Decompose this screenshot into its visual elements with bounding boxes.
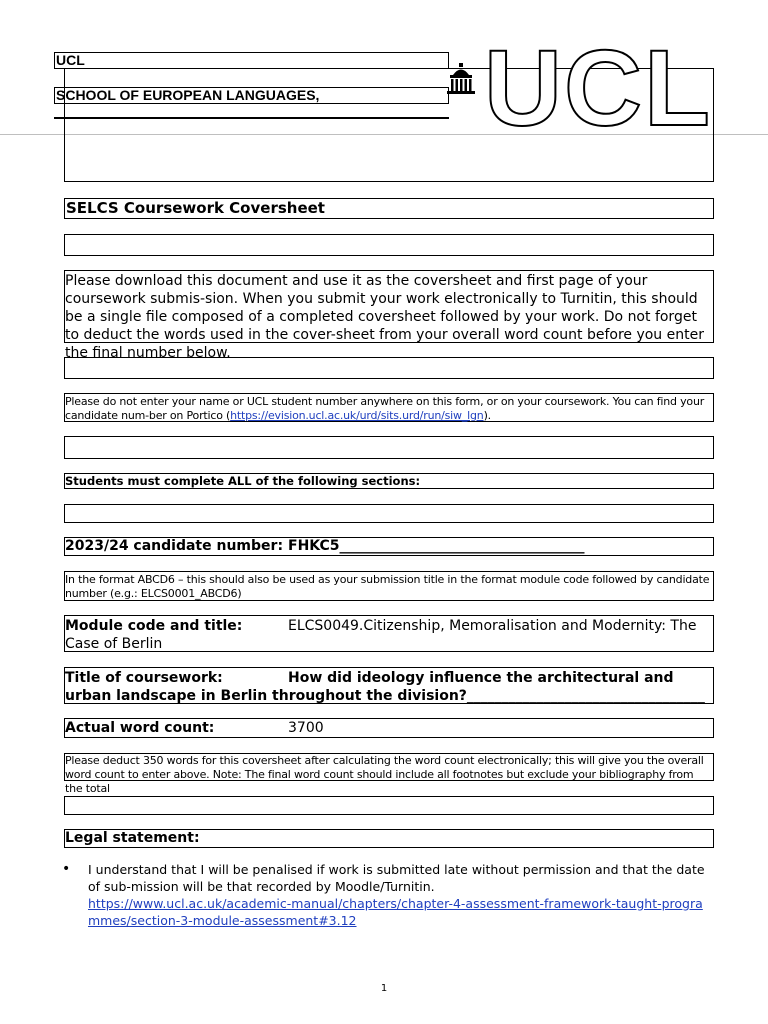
school-underline [54, 117, 449, 119]
empty-field-5 [64, 796, 714, 815]
page-number: 1 [380, 983, 388, 994]
word-count-row [64, 718, 714, 738]
module-label: Module code and title: [65, 618, 243, 634]
candidate-number-row [64, 537, 714, 556]
module-row [64, 615, 714, 652]
candidate-value[interactable]: FHKC5___________________________________ [288, 538, 585, 554]
title-strong: SELCS [66, 199, 119, 217]
students-must-heading: Students must complete ALL of the following sections: [64, 473, 714, 489]
coversheet-title [64, 198, 714, 219]
deduct-note: Please deduct 350 words for this coversheet after calculating the word count electronically; this will give you the overall word count to enter above. Note: The final word count should include all footnotes but exclude your bibliography from the total [64, 753, 714, 781]
bullet-icon: • [62, 861, 71, 877]
empty-field-2 [64, 357, 714, 379]
legal-bullet-1 [88, 861, 714, 931]
coursework-title-label: Title of coursework: [65, 670, 223, 686]
intro-paragraph: Please download this document and use it as the coversheet and first page of your coursework submis-sion. When you submit your work electronically to Turnitin, this should be a single file composed of a completed coversheet followed by your work. Do not forget to deduct the words used in the cover-sheet from your overall word count before you enter the final number below. [64, 270, 714, 343]
school-name: SCHOOL OF EUROPEAN LANGUAGES, [54, 87, 449, 104]
assessment-link[interactable]: https://www.ucl.ac.uk/academic-manual/chapters/chapter-4-assessment-framework-taught-programmes/section-3-module-assessment#3.12 [88, 896, 703, 928]
empty-field-1 [64, 234, 714, 256]
word-count-value[interactable]: 3700 [288, 720, 324, 736]
word-count-label: Actual word count: [65, 720, 215, 736]
legal-heading: Legal statement: [64, 829, 714, 848]
title-rest: Coursework Coversheet [118, 199, 325, 217]
module-value[interactable]: ELCS0049.Citizenship, Memoralisation and Modernity: The Case of Berlin [65, 618, 697, 652]
coursework-title-value[interactable]: How did ideology influence the architectural and urban landscape in Berlin throughout the division?__________________________________ [65, 670, 705, 704]
portico-icon [444, 62, 478, 98]
portico-link[interactable]: https://evision.ucl.ac.uk/urd/sits.urd/run/siw_lgn [230, 409, 484, 422]
coursework-title-row [64, 667, 714, 704]
format-note: In the format ABCD6 – this should also be used as your submission title in the format module code followed by candidate number (e.g.: ELCS0001_ABCD6) [64, 571, 714, 601]
legal-bullet-1-text: I understand that I will be penalised if work is submitted late without permission and that the date of sub-mission will be that recorded by Moodle/Turnitin. [88, 862, 705, 894]
candidate-label: 2023/24 candidate number: [65, 538, 284, 554]
privacy-after: ). [483, 409, 491, 422]
empty-field-3 [64, 436, 714, 459]
privacy-text: Please do not enter your name or UCL student number anywhere on this form, or on your coursework. You can find your candidate num-ber on Portico ( [65, 395, 705, 422]
org-name: UCL [54, 52, 449, 69]
empty-field-4 [64, 504, 714, 523]
privacy-note [64, 393, 714, 422]
ucl-logo: UCL [484, 34, 712, 144]
